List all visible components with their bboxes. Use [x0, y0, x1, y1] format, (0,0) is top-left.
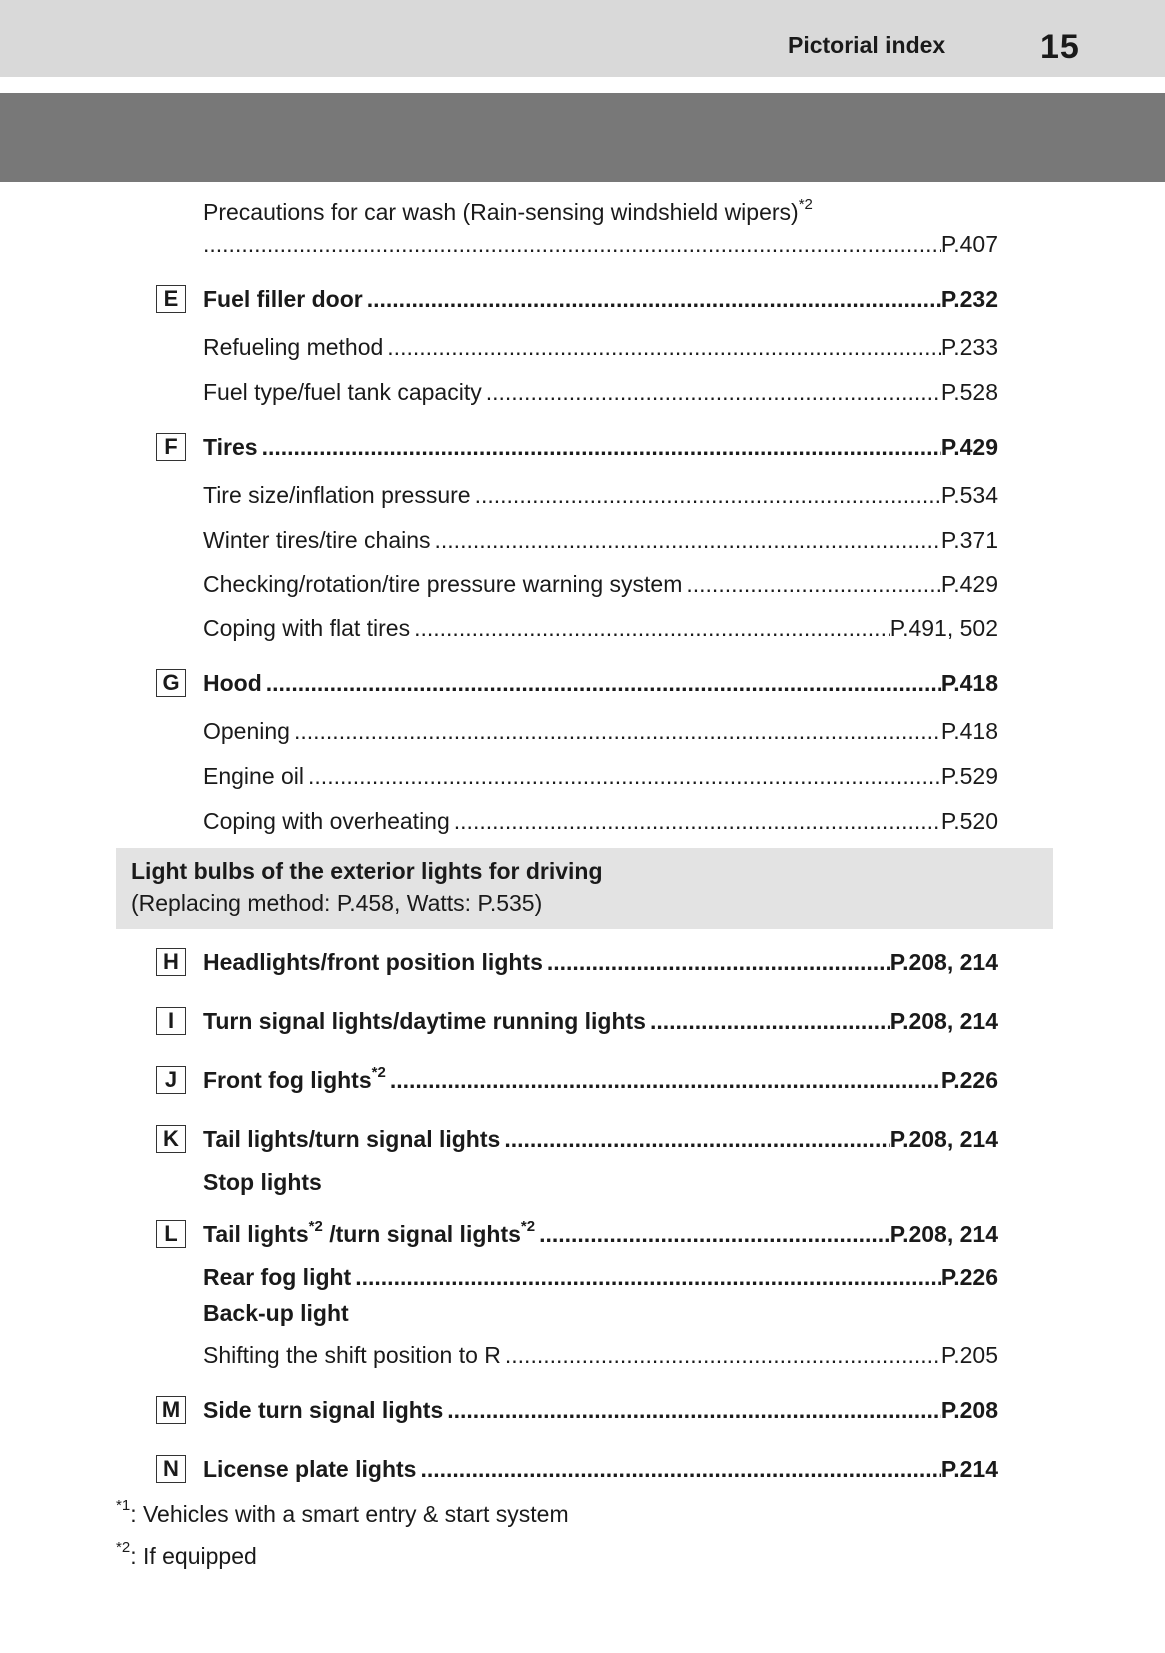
leader-dots: [266, 668, 941, 698]
letter-box-h: H: [156, 948, 186, 976]
page-ref[interactable]: P.208: [940, 1397, 998, 1423]
entry-fuel-type: [203, 377, 998, 407]
entry-label: Rear fog light: [203, 1264, 352, 1290]
entry-side-turn-signal: [203, 1395, 998, 1425]
letter-box-i: I: [156, 1007, 186, 1035]
entry-label: Tire size/inflation pressure: [203, 482, 471, 508]
leader-dots: [539, 1219, 890, 1249]
section-title: Pictorial index: [788, 32, 946, 58]
entry-label: Coping with overheating: [203, 808, 450, 834]
page-ref[interactable]: P.208, 214: [889, 1126, 998, 1152]
footnote-2: [116, 1541, 257, 1571]
entry-fuel-filler-door: [203, 284, 998, 314]
letter-box-j: J: [156, 1066, 186, 1094]
entry-label: Fuel type/fuel tank capacity: [203, 379, 482, 405]
letter-box-n: N: [156, 1455, 186, 1483]
page-ref[interactable]: P.226: [940, 1264, 998, 1290]
page-ref[interactable]: P.520: [940, 808, 998, 834]
leader-dots: [486, 377, 941, 407]
leader-dots: [650, 1006, 890, 1036]
footnote-ref: *2: [308, 1219, 323, 1236]
entry-label: Hood: [203, 670, 262, 696]
entry-label: Engine oil: [203, 763, 305, 789]
leader-dots: [435, 525, 941, 555]
entry-tires: [203, 432, 998, 462]
entry-engine-oil: [203, 761, 998, 791]
leader-dots: [447, 1395, 941, 1425]
entry-rear-fog-light: [203, 1262, 998, 1292]
entry-tire-size: [203, 480, 998, 510]
page-ref[interactable]: P.371: [940, 527, 998, 553]
entry-label: Tail lights/turn signal lights: [203, 1126, 501, 1152]
entry-winter-tires: [203, 525, 998, 555]
entry-refueling-method: [203, 332, 998, 362]
entry-stop-lights: Stop lights: [203, 1169, 322, 1195]
page-ref[interactable]: P.214: [940, 1456, 998, 1482]
section-heading: Light bulbs of the exterior lights for driving: [131, 858, 603, 884]
page-ref[interactable]: P.534: [940, 482, 998, 508]
entry-label: Turn signal lights/daytime running lights: [203, 1008, 646, 1034]
letter-box-e: E: [156, 285, 186, 313]
leader-dots: [686, 569, 940, 599]
leader-dots: [387, 332, 941, 362]
page-ref[interactable]: P.226: [940, 1067, 998, 1093]
entry-precautions-page-row: [203, 229, 998, 259]
entry-label: Checking/rotation/tire pressure warning system: [203, 571, 683, 597]
entry-label: Headlights/front position lights: [203, 949, 543, 975]
footnote-text: : If equipped: [130, 1543, 257, 1569]
entry-tail-turn-lights-rear: [203, 1219, 998, 1249]
page-ref[interactable]: P.418: [940, 670, 998, 696]
entry-label: Refueling method: [203, 334, 384, 360]
entry-license-plate-lights: [203, 1454, 998, 1484]
entry-front-fog-lights: [203, 1065, 998, 1095]
leader-dots: [504, 1124, 889, 1154]
entry-label: License plate lights: [203, 1456, 417, 1482]
entry-opening: [203, 716, 998, 746]
leader-dots: [547, 947, 890, 977]
entry-label-text: /turn signal lights: [322, 1221, 521, 1247]
entry-label: Precautions for car wash (Rain-sensing windshield wipers): [203, 199, 799, 225]
leader-dots: [390, 1065, 941, 1095]
entry-hood: [203, 668, 998, 698]
footnote-1: [116, 1499, 569, 1529]
entry-turn-signal-drl: [203, 1006, 998, 1036]
entry-precautions: [203, 197, 813, 227]
footnote-text: : Vehicles with a smart entry & start system: [130, 1501, 569, 1527]
page-ref[interactable]: P.233: [940, 334, 998, 360]
letter-box-k: K: [156, 1125, 186, 1153]
leader-dots: [454, 806, 941, 836]
entry-label: Opening: [203, 718, 290, 744]
page-ref[interactable]: P.208, 214: [889, 1221, 998, 1247]
footnote-mark: *1: [116, 1497, 131, 1515]
page-ref[interactable]: P.491, 502: [889, 615, 998, 641]
leader-dots: [420, 1454, 940, 1484]
letter-box-g: G: [156, 669, 186, 697]
entry-checking-rotation: [203, 569, 998, 599]
leader-dots: [475, 480, 941, 510]
light-bulbs-section-header: [116, 848, 1053, 929]
leader-dots: [294, 716, 941, 746]
dark-band: [0, 93, 1165, 182]
entry-tail-turn-lights: [203, 1124, 998, 1154]
page-header: [0, 0, 1165, 77]
entry-label: Winter tires/tire chains: [203, 527, 431, 553]
footnote-ref: *2: [371, 1065, 386, 1082]
letter-box-l: L: [156, 1220, 186, 1248]
leader-dots: [505, 1340, 941, 1370]
entry-label: Side turn signal lights: [203, 1397, 444, 1423]
leader-dots: [203, 229, 941, 259]
footnote-mark: *2: [116, 1539, 131, 1557]
entry-label-text: Front fog lights: [203, 1067, 372, 1093]
page-ref[interactable]: P.208, 214: [889, 1008, 998, 1034]
leader-dots: [355, 1262, 941, 1292]
page-ref[interactable]: P.529: [940, 763, 998, 789]
entry-label: [203, 1065, 386, 1095]
page-ref[interactable]: P.208, 214: [889, 949, 998, 975]
entry-shifting-to-r: [203, 1340, 998, 1370]
section-subheading: (Replacing method: P.458, Watts: P.535): [131, 890, 543, 916]
entry-label: [203, 1219, 535, 1249]
letter-box-f: F: [156, 433, 186, 461]
entry-label: Shifting the shift position to R: [203, 1342, 501, 1368]
entry-flat-tires: [203, 613, 998, 643]
entry-label: Fuel filler door: [203, 286, 363, 312]
page-ref[interactable]: P.429: [940, 434, 998, 460]
page-ref[interactable]: P.528: [940, 379, 998, 405]
page-ref[interactable]: P.429: [940, 571, 998, 597]
page-ref[interactable]: P.205: [940, 1342, 998, 1368]
leader-dots: [262, 432, 941, 462]
entry-backup-light: Back-up light: [203, 1300, 349, 1326]
page-ref[interactable]: P.232: [940, 286, 998, 312]
entry-headlights: [203, 947, 998, 977]
page-ref[interactable]: P.407: [940, 231, 998, 257]
leader-dots: [414, 613, 890, 643]
entry-label-text: Tail lights: [203, 1221, 309, 1247]
leader-dots: [367, 284, 941, 314]
footnote-ref: *2: [798, 196, 813, 214]
entry-label: Tires: [203, 434, 258, 460]
letter-box-m: M: [156, 1396, 186, 1424]
page-number: 15: [1040, 28, 1080, 66]
page-ref[interactable]: P.418: [940, 718, 998, 744]
leader-dots: [308, 761, 941, 791]
entry-overheating: [203, 806, 998, 836]
footnote-ref: *2: [520, 1219, 536, 1236]
entry-label: Coping with flat tires: [203, 615, 411, 641]
